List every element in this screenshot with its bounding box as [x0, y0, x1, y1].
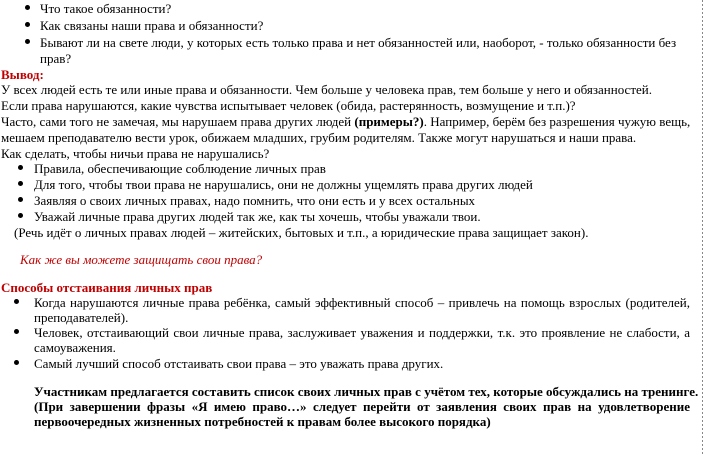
task-line: (При завершении фразы «Я имею право…» следует перейти от заявления своих прав на удовлетворение	[34, 399, 690, 414]
rule-item: Для того, чтобы твои права не нарушались, они не должны ущемлять права других людей	[34, 177, 533, 192]
bullet	[18, 181, 23, 186]
question-item: Что такое обязанности?	[40, 1, 172, 16]
paragraph-text: . Например, берём без разрешения чужую вещь,	[423, 114, 691, 129]
method-item: Когда нарушаются личные права ребёнка, самый эффективный способ – привлечь на помощь взрослых (родителей,	[34, 295, 690, 310]
method-item: Человек, отстаивающий свои личные права, заслуживает уважения и поддержки, т.к. это проявление не слабости, а	[34, 325, 690, 340]
methods-title: Способы отстаивания личных прав	[1, 280, 213, 295]
rule-item: Правила, обеспечивающие соблюдение личных прав	[34, 161, 326, 176]
bullet	[18, 213, 23, 218]
conclusion-label: Вывод:	[1, 67, 44, 82]
rule-item: Уважай личные права других людей так же, как ты хочешь, чтобы уважали твои.	[34, 209, 481, 224]
bullet	[14, 329, 19, 334]
paragraph-line: Если права нарушаются, какие чувства испытывает человек (обида, растерянность, возмущение и т.п.)?	[1, 98, 576, 113]
bullet	[14, 299, 19, 304]
paragraph-line: мешаем преподавателю вести урок, обижаем младших, грубим родителям. Также могут нарушаться и наши права.	[1, 130, 637, 145]
question-item-continued: прав?	[40, 51, 72, 66]
examples-emphasis: (примеры?)	[354, 114, 424, 129]
method-item: Самый лучший способ отстаивать свои права – это уважать права других.	[34, 356, 444, 371]
task-line: первоочередных жизненных потребностей к правам более высокого порядка)	[34, 414, 491, 429]
method-item-continued: преподавателей).	[34, 310, 129, 325]
paragraph-line	[1, 114, 690, 129]
bullet	[25, 5, 30, 10]
method-item-continued: самоуважения.	[34, 340, 116, 355]
paragraph-line: Как сделать, чтобы ничьи права не нарушались?	[1, 146, 270, 161]
protect-question: Как же вы можете защищать свои права?	[20, 252, 263, 267]
bullet	[25, 22, 30, 27]
rights-note: (Речь идёт о личных правах людей – житейских, бытовых и т.п., а юридические права защищает закон).	[14, 225, 589, 240]
bullet	[18, 197, 23, 202]
page-border	[702, 0, 703, 456]
task-line: Участникам предлагается составить список своих личных прав с учётом тех, которые обсуждались на тренинге.	[34, 384, 699, 399]
question-item: Бывают ли на свете люди, у которых есть только права и нет обязанностей или, наоборот, - только обязанности без	[40, 35, 677, 50]
rule-item: Заявляя о своих личных правах, надо помнить, что они есть и у всех остальных	[34, 193, 476, 208]
paragraph-line: У всех людей есть те или иные права и обязанности. Чем больше у человека прав, тем больше у него и обязанностей.	[1, 82, 652, 97]
paragraph-text: Часто, сами того не замечая, мы нарушаем права других людей	[1, 114, 355, 129]
question-item: Как связаны наши права и обязанности?	[40, 18, 264, 33]
bullet	[14, 360, 19, 365]
bullet	[18, 165, 23, 170]
bullet	[25, 39, 30, 44]
